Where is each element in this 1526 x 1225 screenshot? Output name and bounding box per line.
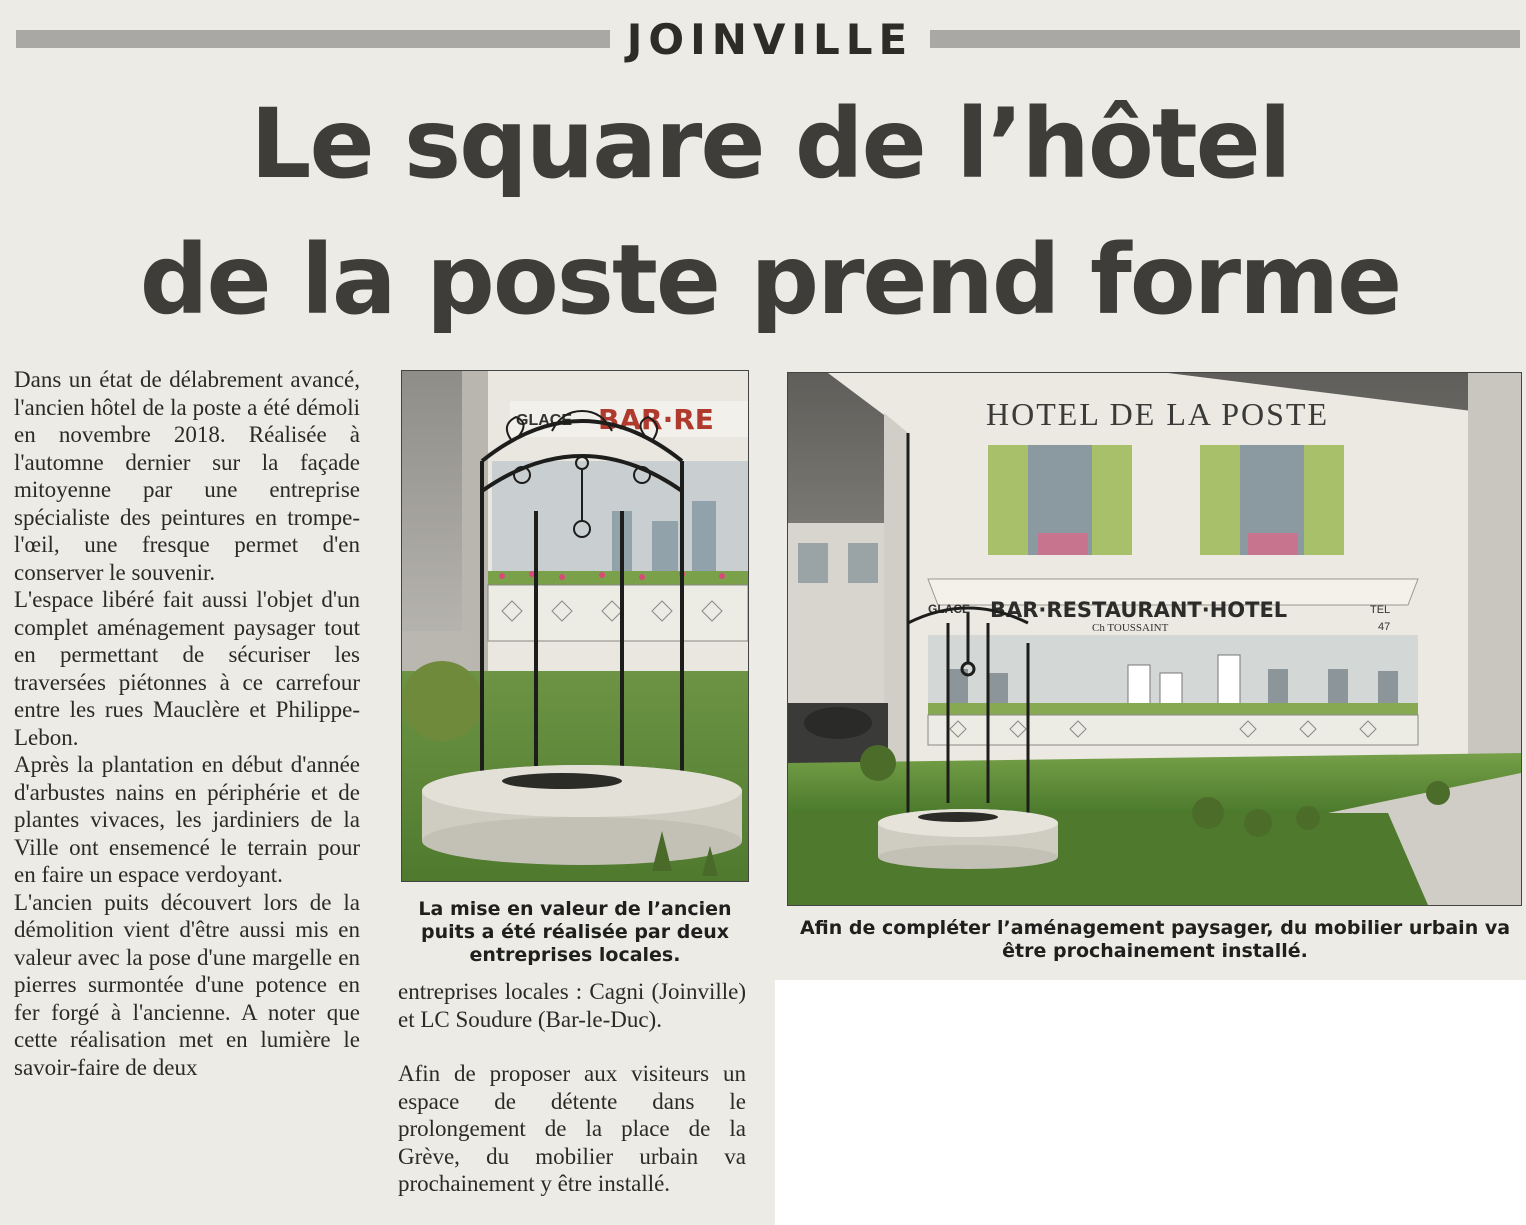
fresco-sign-glace: GLACE — [928, 602, 970, 616]
fresco-sign-main: BAR·RESTAURANT·HOTEL — [990, 598, 1288, 622]
article-headline — [60, 76, 1480, 348]
fresco-sign-tel: TEL — [1370, 604, 1391, 616]
rubric-rule-right — [930, 30, 1520, 48]
fresco-photo — [787, 372, 1522, 906]
section-rubric: JOINVILLE — [626, 15, 914, 64]
article-column-1 — [14, 366, 360, 1081]
rubric-rule-left — [16, 30, 610, 48]
fresco-sign-owner: Ch TOUSSAINT — [1092, 622, 1169, 634]
well-photo-caption: La mise en valeur de l’ancien puits a été réalisée par deux entreprises locales. — [418, 898, 732, 966]
paragraph-3: Après la plantation en début d'année d'arbustes nains en périphérie et de plantes vivaces, les jardiniers de la Ville ont ensemencé le terrain pour en faire un espace verdoyant. — [14, 752, 360, 887]
paragraph-4: L'ancien puits découvert lors de la démolition vient d'être aussi mis en valeur avec la pose d'une margelle en pierres surmontée d'une potence en fer forgé à l'ancienne. A noter que cette réalisation met en lumière le savoir-faire de deux — [14, 889, 360, 1080]
well-illustration — [402, 371, 748, 881]
well-photo — [401, 370, 749, 882]
fresco-photo-caption: Afin de compléter l’aménagement paysager, du mobilier urbain va être prochainement installé. — [799, 917, 1511, 962]
sign-glace-text: GLACE — [516, 412, 572, 429]
paragraph-6: Afin de proposer aux visiteurs un espace de détente dans le prolongement de la place de la Grève, du mobilier urbain va prochainement y être installé. — [398, 1061, 746, 1196]
facade-title-text: HOTEL DE LA POSTE — [986, 396, 1330, 432]
paragraph-1: Dans un état de délabrement avancé, l'ancien hôtel de la poste a été démoli en novembre 2018. Réalisée à l'automne dernier sur la façade mitoyenne par une entreprise spécialiste des peintures en trompe-l'œil, une fresque permet d'en conserver le souvenir. — [14, 367, 360, 585]
paragraph-2: L'espace libéré fait aussi l'objet d'un complet aménagement paysager tout en permettant de sécuriser les traversées piétonnes à ce carrefour entre les rues Mauclère et Philippe-Lebon. — [14, 587, 360, 750]
article-column-2 — [398, 978, 746, 1198]
headline-line-2: de la poste prend forme — [139, 224, 1401, 336]
paragraph-5: entreprises locales : Cagni (Joinville) et LC Soudure (Bar-le-Duc). — [398, 979, 746, 1032]
fresco-illustration — [788, 373, 1521, 905]
headline-line-1: Le square de l’hôtel — [250, 88, 1290, 200]
fresco-sign-tel-number: 47 — [1378, 621, 1391, 633]
sign-bar-text: BAR·RE — [598, 403, 714, 436]
